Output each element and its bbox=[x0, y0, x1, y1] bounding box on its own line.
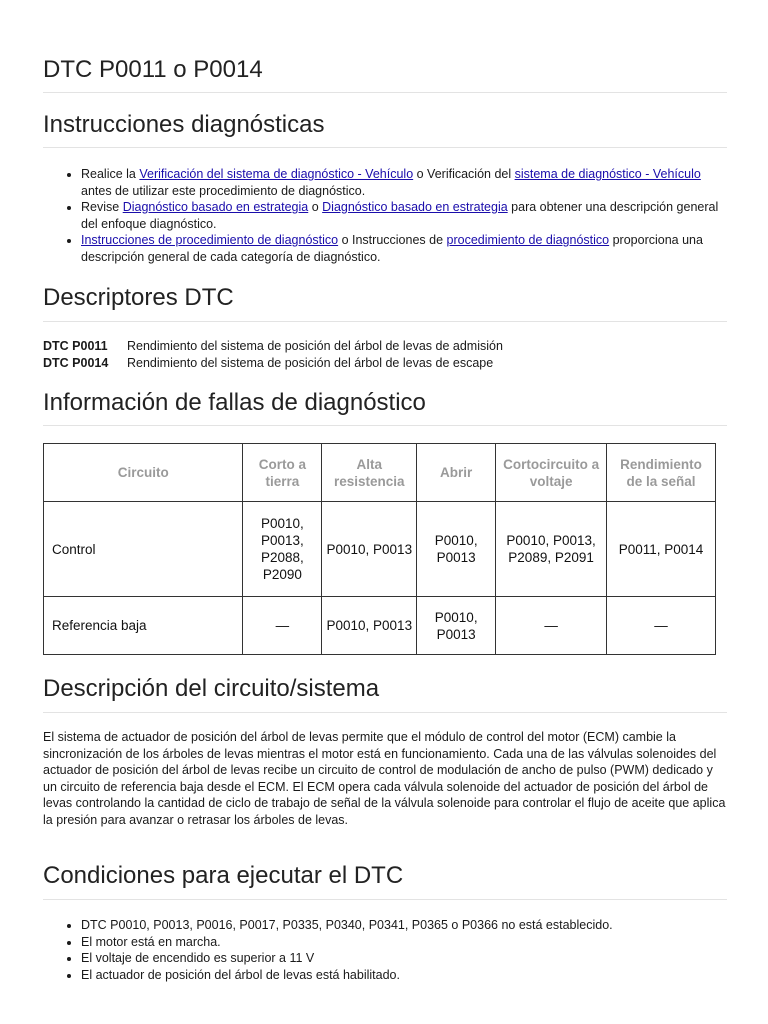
section-heading-conditions: Condiciones para ejecutar el DTC bbox=[43, 862, 404, 889]
text: proporciona una descripción general de cada categoría de diagnóstico. bbox=[81, 233, 703, 264]
link-procedure-diagnostic[interactable]: procedimiento de diagnóstico bbox=[446, 233, 610, 247]
text: o Instrucciones de bbox=[338, 233, 447, 247]
divider bbox=[43, 92, 727, 93]
table-header-row bbox=[44, 444, 716, 502]
divider bbox=[43, 147, 727, 148]
link-procedure-instructions[interactable]: Instrucciones de procedimiento de diagnóstico bbox=[81, 233, 339, 247]
table-cell: — bbox=[243, 597, 322, 655]
table-cell: — bbox=[496, 597, 607, 655]
fault-info-table bbox=[43, 443, 716, 655]
text: o Verificación del bbox=[413, 167, 515, 181]
table-cell: P0010, P0013, P2088, P2090 bbox=[243, 502, 322, 597]
table-cell: P0010, P0013 bbox=[417, 597, 496, 655]
list-item: • El voltaje de encendido es superior a 11 V bbox=[81, 950, 727, 967]
divider bbox=[43, 425, 727, 426]
dtc-descriptor-row bbox=[43, 355, 503, 372]
table-cell: P0010, P0013, P2089, P2091 bbox=[496, 502, 607, 597]
list-item bbox=[81, 232, 727, 265]
table-row bbox=[44, 597, 716, 655]
list-item bbox=[81, 199, 727, 232]
column-header: Alta resistencia bbox=[322, 444, 417, 502]
column-header: Abrir bbox=[417, 444, 496, 502]
link-strategy-based-diagnosis-2[interactable]: Diagnóstico basado en estrategia bbox=[322, 200, 508, 214]
text: o bbox=[308, 200, 323, 214]
section-heading-fault-info: Información de fallas de diagnóstico bbox=[43, 389, 426, 416]
list-item bbox=[81, 166, 727, 199]
table-row bbox=[44, 502, 716, 597]
dtc-code: DTC P0014 bbox=[43, 355, 109, 370]
column-header: Corto a tierra bbox=[243, 444, 322, 502]
table-cell: Control bbox=[44, 502, 243, 597]
section-heading-descriptors: Descriptores DTC bbox=[43, 284, 234, 311]
divider bbox=[43, 899, 727, 900]
text: para obtener una descripción general del enfoque diagnóstico. bbox=[81, 200, 719, 231]
list-item: • El actuador de posición del árbol de levas está habilitado. bbox=[81, 967, 727, 984]
table-cell: Referencia baja bbox=[44, 597, 243, 655]
link-vehicle-diagnostic-check[interactable]: Verificación del sistema de diagnóstico - Vehículo bbox=[139, 167, 414, 181]
column-header: Circuito bbox=[44, 444, 243, 502]
table-cell: P0010, P0013 bbox=[322, 502, 417, 597]
divider bbox=[43, 321, 727, 322]
link-diagnostic-system-vehicle[interactable]: sistema de diagnóstico - Vehículo bbox=[514, 167, 701, 181]
link-strategy-based-diagnosis-1[interactable]: Diagnóstico basado en estrategia bbox=[122, 200, 309, 214]
dtc-code: DTC P0011 bbox=[43, 339, 108, 353]
table-cell: — bbox=[607, 597, 716, 655]
table-cell: P0010, P0013 bbox=[417, 502, 496, 597]
section-heading-instructions: Instrucciones diagnósticas bbox=[43, 111, 325, 138]
section-heading-circuit: Descripción del circuito/sistema bbox=[43, 675, 380, 702]
dtc-descriptor-row bbox=[43, 338, 503, 355]
list-item: • DTC P0010, P0013, P0016, P0017, P0335, P0340, P0341, P0365 o P0366 no está establecido. bbox=[81, 917, 727, 934]
list-item: • El motor está en marcha. bbox=[81, 934, 727, 951]
divider bbox=[43, 712, 727, 713]
page-title: DTC P0011 o P0014 bbox=[43, 56, 263, 83]
column-header: Cortocircuito a voltaje bbox=[496, 444, 607, 502]
dtc-description: Rendimiento del sistema de posición del árbol de levas de escape bbox=[127, 355, 494, 370]
text: antes de utilizar este procedimiento de diagnóstico. bbox=[81, 183, 366, 198]
dtc-description: Rendimiento del sistema de posición del árbol de levas de admisión bbox=[127, 339, 503, 353]
column-header: Rendimiento de la señal bbox=[607, 444, 716, 502]
conditions-list bbox=[43, 917, 727, 983]
table-cell: P0010, P0013 bbox=[322, 597, 417, 655]
dtc-descriptor-list bbox=[43, 338, 503, 371]
circuit-description: El sistema de actuador de posición del árbol de levas permite que el módulo de control del motor (ECM) cambie la sincronización de los árboles de levas mientras el motor está en funcionamiento. Cada una de las válvulas solenoides del actuador de posición del árbol de levas recibe un circuito de control de modulación de ancho de pulso (PWM) dedicado y un circuito de referencia baja desde el ECM. El ECM opera cada válvula solenoide del actuador de posición del árbol de levas controlando la cantidad de ciclo de trabajo de señal de la válvula solenoide para controlar el flujo de aceite que aplica la presión para avanzar o retrasar los árboles de levas. bbox=[43, 730, 726, 827]
instructions-list bbox=[43, 166, 727, 265]
text: Revise bbox=[81, 200, 123, 214]
table-cell: P0011, P0014 bbox=[607, 502, 716, 597]
text: Realice la bbox=[81, 167, 140, 181]
